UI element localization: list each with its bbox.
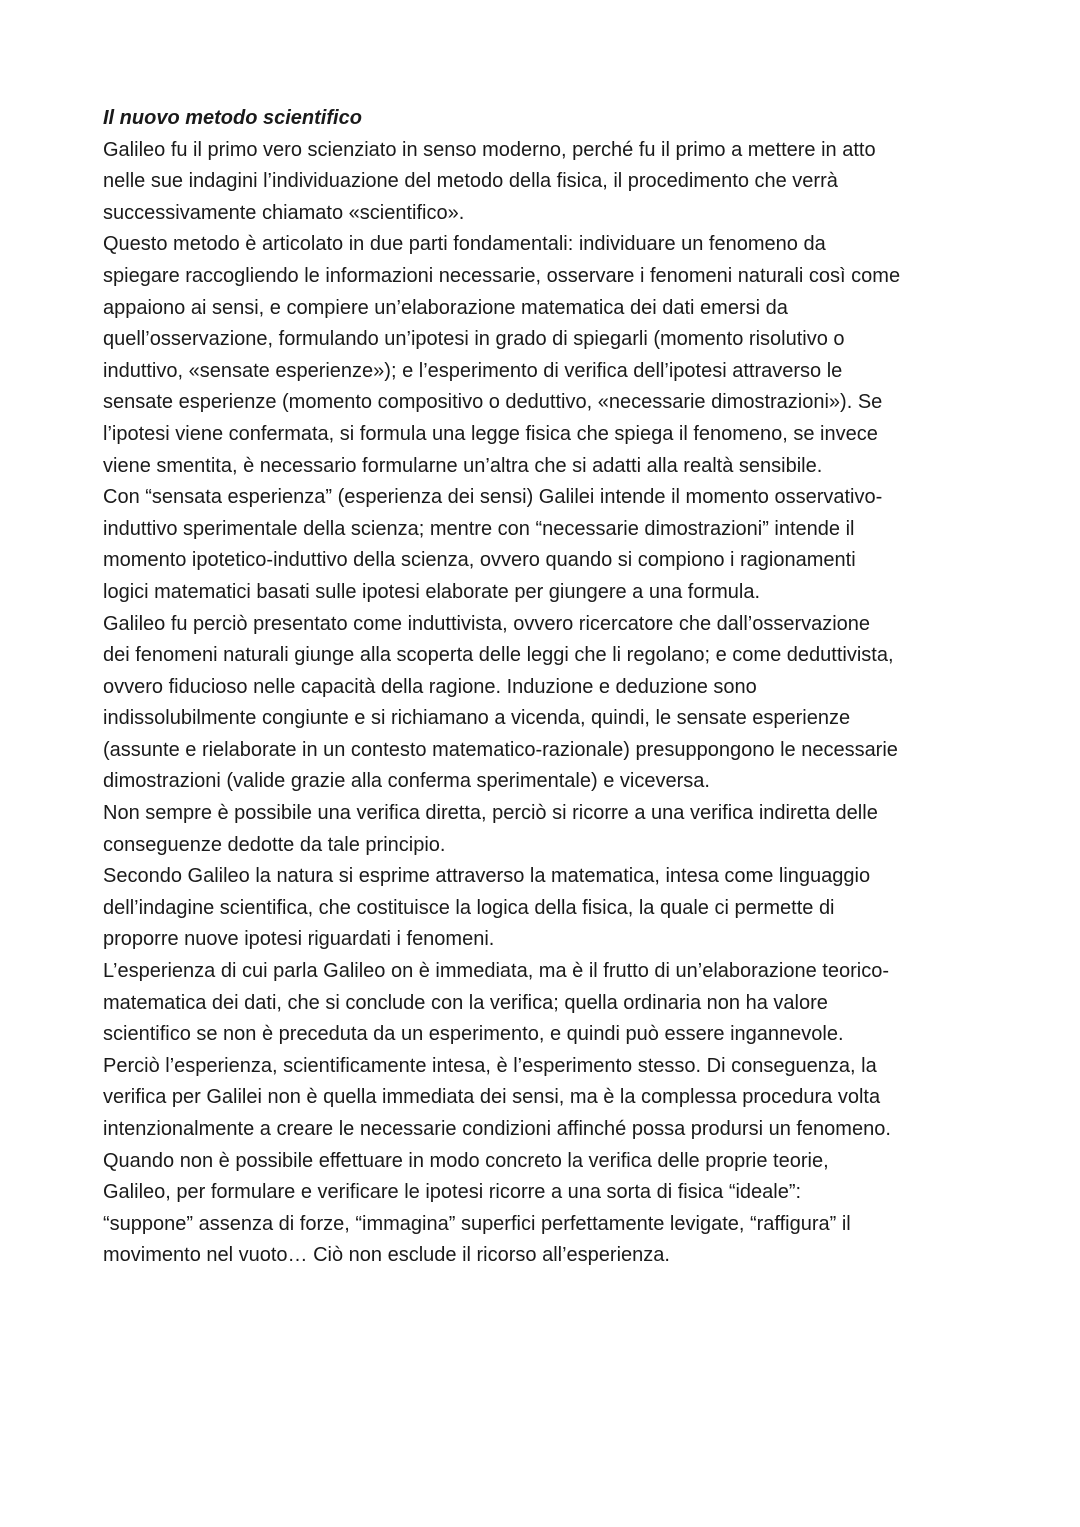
text-line: successivamente chiamato «scientifico». (103, 201, 465, 224)
text-line: momento ipotetico-induttivo della scienza, ovvero quando si compiono i ragionamenti (103, 549, 856, 572)
text-line: ovvero fiducioso nelle capacità della ragione. Induzione e deduzione sono (103, 675, 757, 698)
text-line: dei fenomeni naturali giunge alla scoperta delle leggi che li regolano; e come deduttivista, (103, 644, 894, 667)
text-line: proporre nuove ipotesi riguardati i fenomeni. (103, 928, 495, 951)
text-line: induttivo sperimentale della scienza; mentre con “necessarie dimostrazioni” intende il (103, 517, 855, 540)
text-line: nelle sue indagini l’individuazione del metodo della fisica, il procedimento che verrà (103, 170, 838, 193)
text-line: Questo metodo è articolato in due parti fondamentali: individuare un fenomeno da (103, 233, 826, 256)
text-line: L’esperienza di cui parla Galileo on è immediata, ma è il frutto di un’elaborazione teorico- (103, 960, 889, 983)
text-line: dell’indagine scientifica, che costituisce la logica della fisica, la quale ci permette di (103, 896, 835, 919)
text-line: Quando non è possibile effettuare in modo concreto la verifica delle proprie teorie, (103, 1149, 829, 1172)
text-line: induttivo, «sensate esperienze»); e l’esperimento di verifica dell’ipotesi attraverso le (103, 359, 843, 382)
text-line: viene smentita, è necessario formularne un’altra che si adatti alla realtà sensibile. (103, 454, 823, 477)
text-line: dimostrazioni (valide grazie alla conferma sperimentale) e viceversa. (103, 770, 710, 793)
text-line: quell’osservazione, formulando un’ipotesi in grado di spiegarli (momento risolutivo o (103, 328, 845, 351)
text-line: appaiono ai sensi, e compiere un’elaborazione matematica dei dati emersi da (103, 296, 788, 319)
text-line: logici matematici basati sulle ipotesi elaborate per giungere a una formula. (103, 580, 761, 603)
document-body (103, 135, 983, 1272)
text-line: movimento nel vuoto… Ciò non esclude il ricorso all’esperienza. (103, 1244, 670, 1267)
text-line: (assunte e rielaborate in un contesto matematico-razionale) presuppongono le necessarie (103, 738, 898, 761)
text-line: Galileo fu il primo vero scienziato in senso moderno, perché fu il primo a mettere in atto (103, 138, 876, 161)
document-page (103, 103, 983, 1272)
text-line: Galileo fu perciò presentato come induttivista, ovvero ricercatore che dall’osservazione (103, 612, 871, 635)
text-line: scientifico se non è preceduta da un esperimento, e quindi può essere ingannevole. (103, 1023, 844, 1046)
text-line: indissolubilmente congiunte e si richiamano a vicenda, quindi, le sensate esperienze (103, 707, 851, 730)
text-line: sensate esperienze (momento compositivo o deduttivo, «necessarie dimostrazioni»). Se (103, 391, 883, 414)
text-line: Galileo, per formulare e verificare le ipotesi ricorre a una sorta di fisica “ideale”: (103, 1181, 802, 1204)
text-line: spiegare raccogliendo le informazioni necessarie, osservare i fenomeni naturali così come (103, 264, 901, 287)
text-line: “suppone” assenza di forze, “immagina” superfici perfettamente levigate, “raffigura” il (103, 1212, 851, 1235)
text-line: Secondo Galileo la natura si esprime attraverso la matematica, intesa come linguaggio (103, 865, 871, 888)
text-line: intenzionalmente a creare le necessarie condizioni affinché possa prodursi un fenomeno. (103, 1118, 891, 1140)
text-line: Con “sensata esperienza” (esperienza dei sensi) Galilei intende il momento osservativo- (103, 486, 883, 509)
text-line: conseguenze dedotte da tale principio. (103, 833, 446, 856)
text-line: Perciò l’esperienza, scientificamente intesa, è l’esperimento stesso. Di conseguenza, la (103, 1054, 877, 1077)
text-line: matematica dei dati, che si conclude con la verifica; quella ordinaria non ha valore (103, 991, 828, 1014)
text-line: verifica per Galilei non è quella immediata dei sensi, ma è la complessa procedura volta (103, 1086, 881, 1109)
text-line: l’ipotesi viene confermata, si formula una legge fisica che spiega il fenomeno, se invece (103, 422, 878, 445)
document-title: Il nuovo metodo scientifico (103, 107, 362, 129)
text-line: Non sempre è possibile una verifica diretta, perciò si ricorre a una verifica indiretta delle (103, 802, 878, 825)
